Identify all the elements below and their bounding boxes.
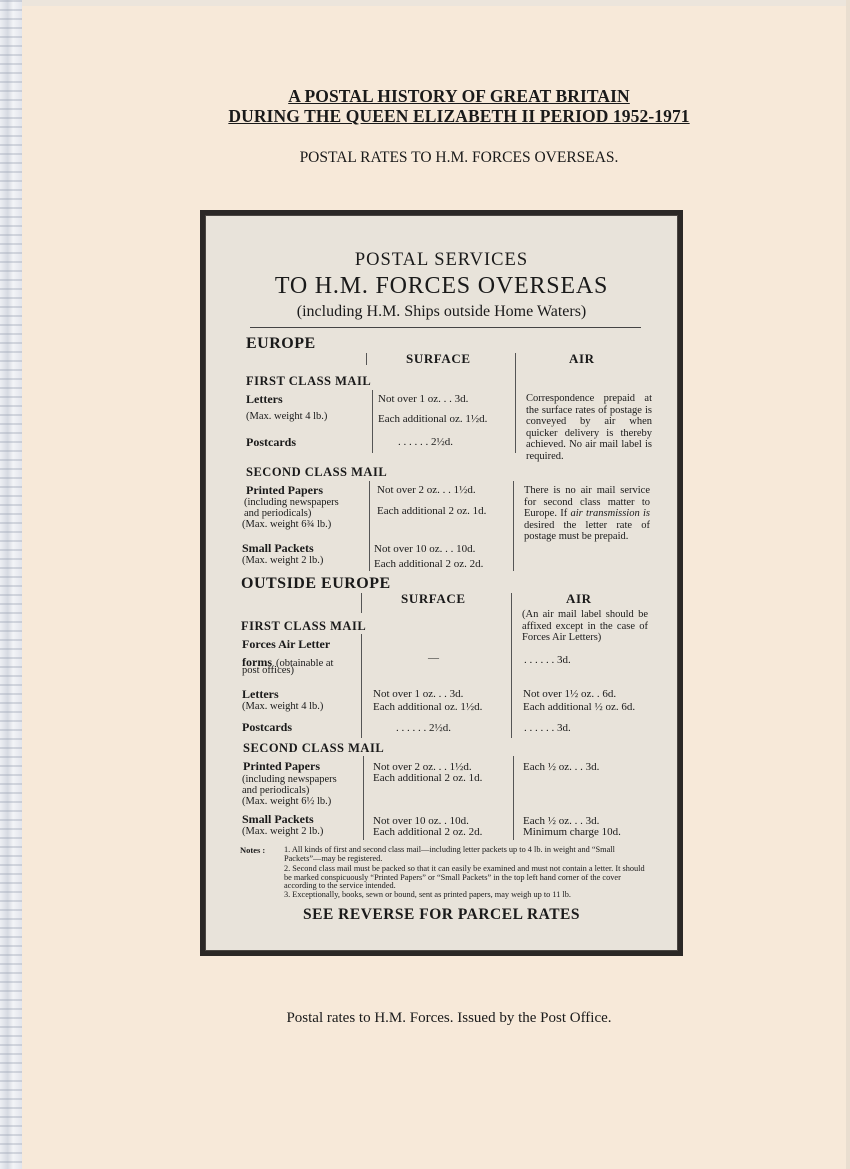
europe-printed-papers-label: Printed Papers: [246, 483, 323, 497]
europe-divider-left-2: [369, 481, 370, 571]
europe-letters-rate-2: Each additional oz. 1½d.: [378, 413, 488, 425]
outside-printed-papers-note-1: (including newspapers: [242, 774, 337, 785]
outside-letters-air-1: Not over 1½ oz. . 6d.: [523, 688, 617, 700]
outside-letters-air-2: Each additional ½ oz. 6d.: [523, 701, 636, 713]
europe-letters-label: Letters: [246, 392, 283, 406]
outside-small-packets-label: Small Packets: [242, 812, 314, 826]
outside-letters-rate-1: Not over 1 oz. . . 3d.: [373, 688, 464, 700]
europe-letters-weight: (Max. weight 4 lb.): [246, 411, 328, 422]
europe-printed-papers-note-2: and periodicals): [244, 508, 312, 519]
europe-heading: EUROPE: [246, 335, 316, 352]
europe-divider-top-left: [366, 353, 367, 365]
outside-letters-rate-2: Each additional oz. 1½d.: [373, 701, 483, 713]
notes-item-3: 3. Exceptionally, books, sewn or bound, sent as printed papers, may weigh up to 11 lb.: [284, 890, 571, 899]
europe-surface-heading: SURFACE: [406, 351, 471, 366]
outside-air-heading: AIR: [566, 591, 592, 606]
outside-divider-right-1: [511, 593, 512, 738]
heading-rule: [250, 327, 641, 328]
outside-divider-right-2: [513, 756, 514, 840]
europe-printed-papers-note-1: (including newspapers: [244, 497, 339, 508]
outside-letters-weight: (Max. weight 4 lb.): [242, 701, 324, 712]
outside-printed-papers-label: Printed Papers: [243, 759, 320, 773]
europe-printed-rate-2: Each additional 2 oz. 1d.: [377, 505, 487, 517]
europe-packets-rate-1: Not over 10 oz. . . 10d.: [374, 543, 476, 555]
outside-second-class-heading: SECOND CLASS MAIL: [243, 741, 385, 755]
notes-item-1: 1. All kinds of first and second class mail—including letter packets up to 4 lb. in weight and “Small Packets”—may be registered.: [284, 845, 615, 863]
outside-small-packets-weight: (Max. weight 2 lb.): [242, 826, 324, 837]
outside-printed-papers-note-2: and periodicals): [242, 785, 310, 796]
notes-label: Notes :: [240, 845, 266, 855]
outside-letters-label: Letters: [242, 687, 279, 701]
outside-postcards-rate: . . . . . . 2½d.: [396, 722, 451, 734]
europe-small-packets-weight: (Max. weight 2 lb.): [242, 555, 324, 566]
outside-packets-rate-1: Not over 10 oz. . 10d.: [373, 815, 469, 827]
notice-heading-1: POSTAL SERVICES: [354, 250, 529, 270]
page-title-line2: DURING THE QUEEN ELIZABETH II PERIOD 1952-1971: [228, 106, 690, 126]
outside-printed-papers-weight: (Max. weight 6½ lb.): [242, 796, 332, 807]
forces-air-letter-label: Forces Air Letter: [242, 637, 331, 651]
europe-small-packets-label: Small Packets: [242, 541, 314, 555]
europe-printed-rate-1: Not over 2 oz. . . 1½d.: [377, 484, 476, 496]
notice-heading-2: TO H.M. FORCES OVERSEAS: [274, 273, 609, 299]
europe-printed-papers-weight: (Max. weight 6¾ lb.): [242, 519, 332, 530]
right-strip: [846, 0, 850, 1169]
outside-packets-air-2: Minimum charge 10d.: [523, 826, 621, 838]
europe-divider-right-2: [513, 481, 514, 571]
outside-divider-left-1: [361, 634, 362, 738]
notes-item-2: 2. Second class mail must be packed so that it can easily be examined and must not contain a letter. It should be marked conspicuously “Printed Papers” or “Small Packets” in the top left hand corner of the cover according to the service intended.: [284, 864, 645, 891]
page-subtitle: POSTAL RATES TO H.M. FORCES OVERSEAS.: [299, 149, 619, 166]
forces-air-letter-air: . . . . . . 3d.: [524, 654, 571, 666]
outside-printed-rate-2: Each additional 2 oz. 1d.: [373, 772, 483, 784]
top-strip: [22, 0, 850, 6]
parcel-rates-footer: SEE REVERSE FOR PARCEL RATES: [303, 906, 580, 923]
europe-divider-right-1: [515, 353, 516, 453]
europe-first-class-air-text: Correspondence prepaid at the surface rates of postage is conveyed by air when quicker delivery is thereby achieved. No air mail label is required.: [526, 393, 652, 462]
europe-second-class-heading: SECOND CLASS MAIL: [246, 465, 388, 479]
europe-air-heading: AIR: [569, 351, 595, 366]
forces-air-letter-note: post offices): [242, 665, 295, 676]
outside-packets-rate-2: Each additional 2 oz. 2d.: [373, 826, 483, 838]
outside-printed-rate-1: Not over 2 oz. . . 1½d.: [373, 761, 472, 773]
rate-notice-paper: [205, 215, 678, 951]
forces-air-letter-surface: —: [428, 652, 439, 664]
sleeve-edge: [0, 0, 22, 1169]
outside-divider-top-left: [361, 593, 362, 613]
outside-air-label-note: (An air mail label should be affixed except in the case of Forces Air Letters): [522, 609, 648, 644]
outside-packets-air-1: Each ½ oz. . . 3d.: [523, 815, 600, 827]
forces-air-letter-forms: forms (obtainable at: [242, 655, 334, 669]
outside-printed-air: Each ½ oz. . . 3d.: [523, 761, 600, 773]
outside-europe-heading: OUTSIDE EUROPE: [241, 575, 391, 592]
rate-notice: [200, 210, 683, 956]
outside-postcards-label: Postcards: [242, 720, 292, 734]
outside-surface-heading: SURFACE: [401, 591, 466, 606]
notice-heading-3: (including H.M. Ships outside Home Waters): [296, 303, 587, 320]
europe-divider-left-1: [372, 390, 373, 453]
page-title-line1: A POSTAL HISTORY OF GREAT BRITAIN: [288, 86, 630, 106]
europe-second-class-air-text: There is no air mail service for second class matter to Europe. If air transmission is desired the letter rate of postage must be prepaid.: [524, 485, 650, 543]
europe-first-class-heading: FIRST CLASS MAIL: [246, 374, 372, 388]
europe-postcards-label: Postcards: [246, 435, 296, 449]
page-caption: Postal rates to H.M. Forces. Issued by the Post Office.: [286, 1010, 612, 1026]
outside-divider-left-2: [363, 756, 364, 840]
europe-postcards-rate: . . . . . . 2½d.: [398, 436, 453, 448]
outside-postcards-air: . . . . . . 3d.: [524, 722, 571, 734]
outside-first-class-heading: FIRST CLASS MAIL: [241, 619, 367, 633]
europe-letters-rate-1: Not over 1 oz. . . 3d.: [378, 393, 469, 405]
europe-packets-rate-2: Each additional 2 oz. 2d.: [374, 558, 484, 570]
